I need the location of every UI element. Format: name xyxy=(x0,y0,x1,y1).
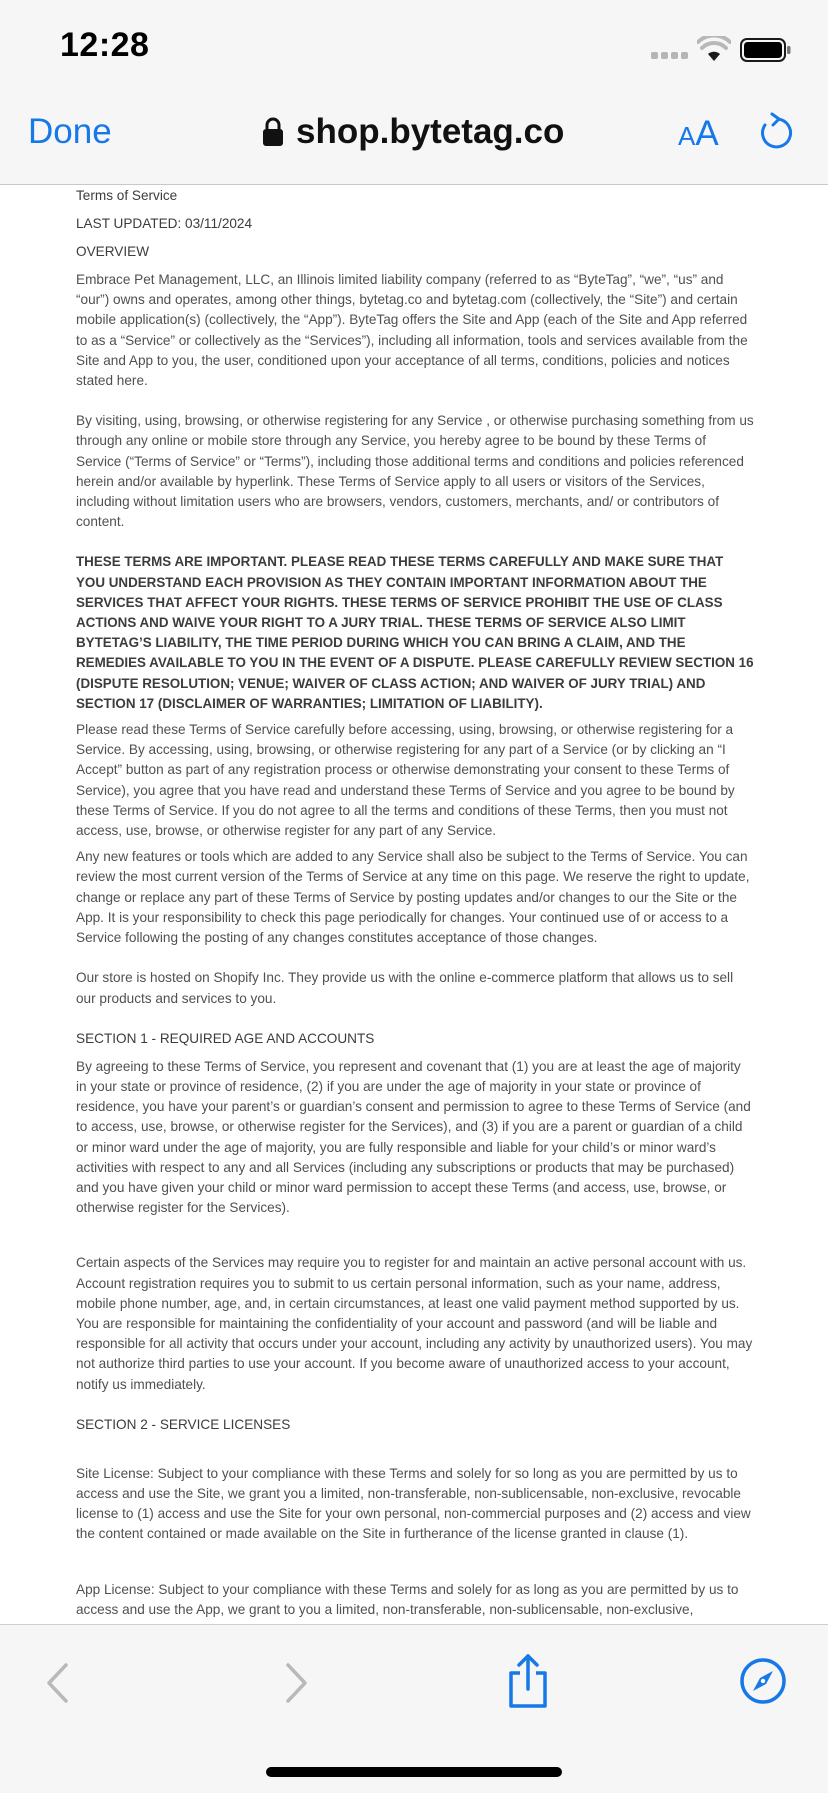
cellular-signal-icon xyxy=(651,52,688,59)
paragraph-shopify: Our store is hosted on Shopify Inc. They provide us with the online e-commerce platform that allows us to sell our products and services to you. xyxy=(76,970,734,1006)
lock-icon xyxy=(262,117,284,147)
battery-icon xyxy=(740,38,792,62)
paragraph-age: By agreeing to these Terms of Service, you represent and covenant that (1) you are at least the age of majority in your state or province of residence, (2) if you are under the age of majority in your state or province of residence, you have your parent’s or guardian’s consent and permission to agree to these Terms of Service (and to access, use, browse, or otherwise register for the Services), and (3) if you are a parent or guardian of a child or minor ward under the age of majority, you are fully responsible and liable for your child’s or minor ward’s activities with respect to any and all Services (including any subscriptions or products that may be purchased) and you have given your child or minor ward permission to accept these Terms (and access, use, browse, or otherwise register for the Services). xyxy=(76,1058,751,1216)
page-title: Terms of Service xyxy=(76,188,178,203)
text-size-large-label: A xyxy=(695,114,719,153)
section-2-heading: SECTION 2 - SERVICE LICENSES xyxy=(76,1416,291,1432)
chevron-left-icon[interactable] xyxy=(44,1661,72,1705)
url-text: shop.bytetag.co xyxy=(296,112,565,151)
safari-address-bar xyxy=(0,92,828,185)
wifi-icon xyxy=(697,36,731,62)
paragraph-overview: Embrace Pet Management, LLC, an Illinois limited liability company (referred to as “ByteTag”, “we”, “us” and “our”) owns and operates, among other things, bytetag.co and bytetag.com (collectively, the “Site”) and certain mobile application(s) (collectively, the “App”). ByteTag offers the Site and App (each of the Site and App referred to as a “Service” or collectively as the “Services”), including all information, tools and services available from the Site and App to you, the user, conditioned upon your acceptance of all terms, conditions, policies and notices stated here. xyxy=(76,272,748,389)
web-content[interactable] xyxy=(0,185,828,1624)
paragraph-site-license: Site License: Subject to your compliance with these Terms and solely for so long as you are permitted by us to access and use the Site, we grant you a limited, non-transferable, non-sublicensable, non-exclusive, revocable license to (1) access and use the Site for your own personal, non-commercial purposes and (2) access and view the content contained or made available on the Site in furtherance of the license granted in clause (1). xyxy=(76,1465,751,1542)
paragraph-accounts: Certain aspects of the Services may require you to register for and maintain an active personal account with us. Account registration requires you to submit to us certain personal information, such as your name, address, mobile phone number, age, and, in certain circumstances, at least one valid payment method supported by us. You are responsible for maintaining the confidentiality of your account and password (and will be liable and responsible for all activity that occurs under your account, including any activity by unauthorized users). You may not authorize third parties to use your account. If you become aware of unauthorized access to your account, notify us immediately. xyxy=(76,1255,753,1392)
paragraph-app-license: App License: Subject to your compliance with these Terms and solely for as long as you are permitted by us to access and use the App, we grant to you a limited, non-transferable, non-sublicensable, non-exclusive, xyxy=(76,1581,739,1617)
status-bar xyxy=(0,0,828,92)
last-updated: LAST UPDATED: 03/11/2024 xyxy=(76,216,253,231)
paragraph-read-carefully: Please read these Terms of Service carefully before accessing, using, browsing, or otherwise registering for a Service. By accessing, using, browsing, or otherwise registering for any part of a Service (or by clicking an “I Accept” button as part of any registration process or otherwise demonstrating your consent to these Terms of Service), you agree that you have read and understand these Terms of Service and you agree to be bound by these Terms of Service. If you do not agree to all the terms and conditions of these Terms, then you must not access, use, browse, or otherwise register for any part of any Service. xyxy=(76,722,735,839)
done-button[interactable]: Done xyxy=(28,112,112,151)
compass-icon[interactable] xyxy=(739,1657,787,1705)
overview-heading: OVERVIEW xyxy=(76,244,150,259)
share-icon[interactable] xyxy=(504,1653,552,1709)
paragraph-agreement: By visiting, using, browsing, or otherwise registering for any Service , or otherwise purchasing something from us through any online or mobile store through any Service, you hereby agree to be bound by these Terms of Service (“Terms of Service” or “Terms”), including those additional terms and conditions and policies referenced herein and/or available by hyperlink. These Terms of Service apply to all users or visitors of the Services, including without limitation users who are browsers, vendors, customers, merchants, and/ or contributors of content. xyxy=(76,413,754,530)
reload-icon[interactable] xyxy=(757,112,793,152)
text-size-button[interactable] xyxy=(678,114,719,154)
chevron-right-icon[interactable] xyxy=(282,1661,310,1705)
status-time: 12:28 xyxy=(60,26,150,64)
paragraph-important-notice: THESE TERMS ARE IMPORTANT. PLEASE READ THESE TERMS CAREFULLY AND MAKE SURE THAT YOU UNDERSTAND EACH PROVISION AS THEY CONTAIN IMPORTANT INFORMATION ABOUT THE SERVICES THAT AFFECT YOUR RIGHTS. THESE TERMS OF SERVICE PROHIBIT THE USE OF CLASS ACTIONS AND WAIVE YOUR RIGHT TO A JURY TRIAL. THESE TERMS OF SERVICE ALSO LIMIT BYTETAG’S LIABILITY, THE TIME PERIOD DURING WHICH YOU CAN BRING A CLAIM, AND THE REMEDIES AVAILABLE TO YOU IN THE EVENT OF A DISPUTE. PLEASE CAREFULLY REVIEW SECTION 16 (DISPUTE RESOLUTION; VENUE; WAIVER OF CLASS ACTION; AND WAIVER OF JURY TRIAL) AND SECTION 17 (DISCLAIMER OF WARRANTIES; LIMITATION OF LIABILITY). xyxy=(76,554,754,711)
terms-document xyxy=(76,185,754,1620)
bottom-toolbar xyxy=(0,1624,828,1793)
url-field[interactable] xyxy=(262,110,564,154)
section-1-heading: SECTION 1 - REQUIRED AGE AND ACCOUNTS xyxy=(76,1030,375,1046)
text-size-small-label: A xyxy=(678,121,696,151)
home-indicator xyxy=(266,1767,562,1777)
paragraph-new-features: Any new features or tools which are added to any Service shall also be subject to the Terms of Service. You can review the most current version of the Terms of Service at any time on this page. We reserve the right to update, change or replace any part of these Terms of Service by posting updates and/or changes to our the Site or the App. It is your responsibility to check this page periodically for changes. Your continued use of or access to a Service following the posting of any changes constitutes acceptance of those changes. xyxy=(76,849,750,946)
